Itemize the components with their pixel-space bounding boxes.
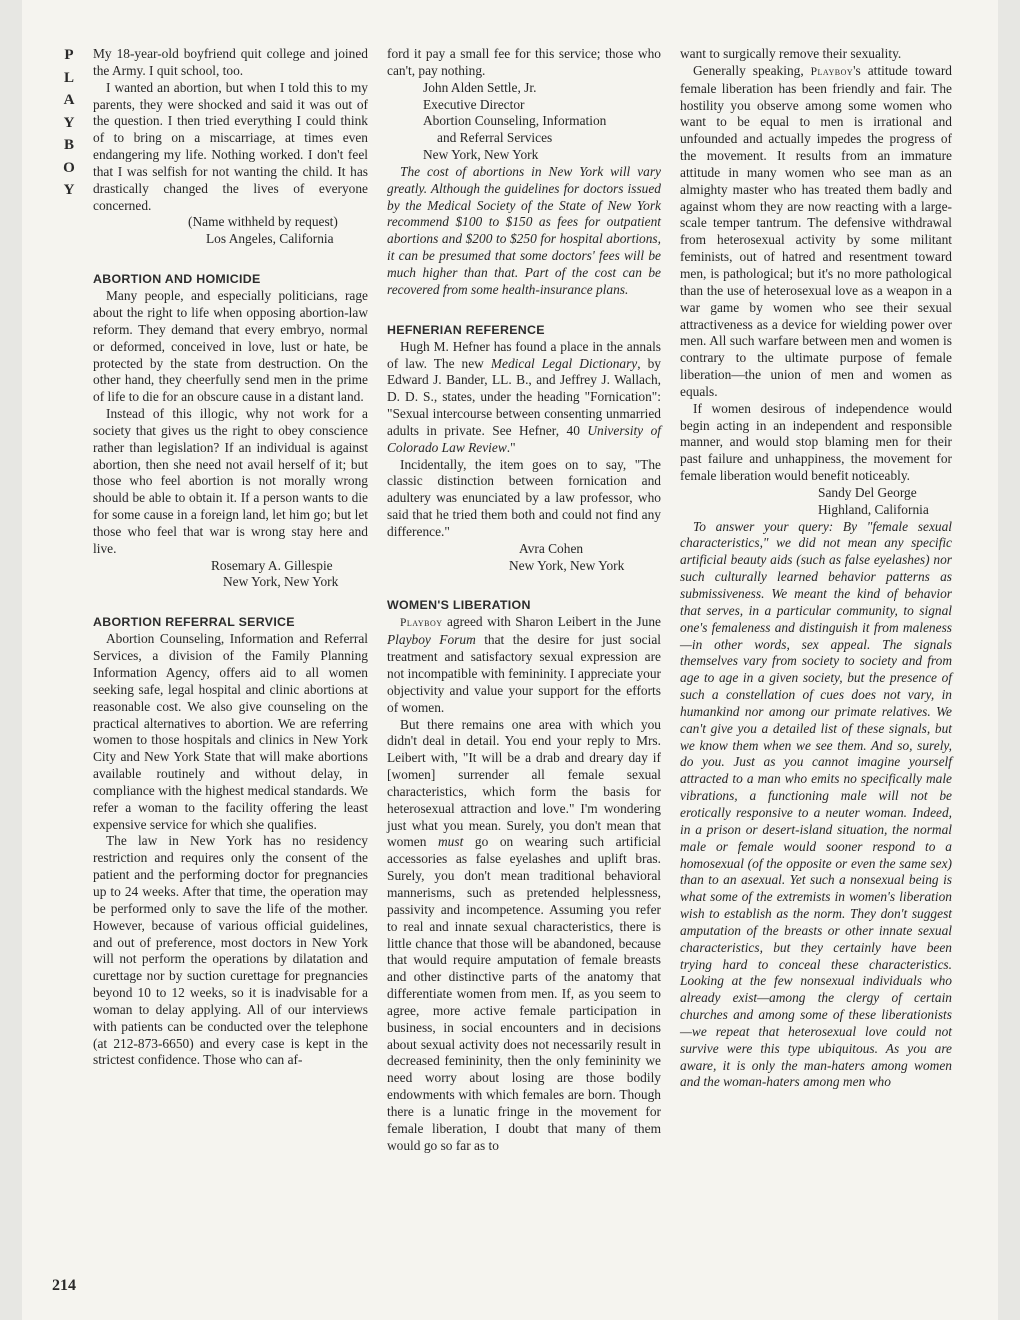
running-head <box>56 44 82 202</box>
text-run: Generally speaking, <box>693 62 811 78</box>
signature-name: John Alden Settle, Jr. <box>423 79 537 95</box>
letter-paragraph: Incidentally, the item goes on to say, "The classic distinction between fornication and adultery was enunciated by a law professor, who said that he tried them both and could not find any difference." <box>387 456 661 539</box>
magazine-name: Playboy <box>400 617 443 630</box>
editor-reply: The cost of abortions in New York will vary greatly. Although the guidelines for doctors issued by the Medical Society of the State of New York recommend $100 to $150 as fees for outpatient abortions and $200 to $250 for hospital abortions, it can be presumed that some doctors' fees will be much higher than that. Part of the cost can be recovered from some health-insurance plans. <box>387 163 661 297</box>
letter-paragraph <box>387 614 661 716</box>
letter-paragraph: Abortion Counseling, Information and Referral Services, a division of the Family Planning Information Agency, offers aid to all women seeking safe, legal hospital and clinic abortions at reasonable cost. We also give counseling on the practical alternatives to abortion. We are referring women to those hospitals and clinics in New York City and New York State that will make abortions available routinely and without delay, in compliance with the highest medical standards. We refer a woman to the facility offering the least expensive service for which she qualifies. <box>93 631 368 832</box>
text-run: go on wearing such artificial accessories as false eyelashes and uplift bras. Surely, you don't mean traditional behavioral mannerisms, such as pretended helplessness, passivity and incompetence. Assuming you refer to real and innate sexual characteristics, there is little chance that those will be abandoned, because that would require amputation of female breasts and other distinctive parts of the anatomy that differentiate women from men. If, as you seem to agree, more active female participation in business, in social encounters and in decisions about sexual activity does not necessarily result in decreased femininity, then the only femininity we need worry about losing are those bodily endowments with which females are born. Though there is a lunatic fringe in the movement for female liberation, I doubt that many of them would go so far as to <box>387 834 661 1153</box>
text-run: ." <box>506 439 516 455</box>
letter-signature <box>387 80 661 164</box>
signature-place: New York, New York <box>423 147 539 163</box>
letter-paragraph: Many people, and especially politicians, rage about the right to life when opposing abortion-law reform. They demand that every embryo, normal or deformed, conceived in love, lust or hate, be protected by the state from destruction. On the other hand, they cheerfully send men in the prime of life to die for an obscure cause in a distant land. <box>93 288 368 405</box>
signature-org: and Referral Services <box>437 130 553 146</box>
signature-place: New York, New York <box>223 574 339 590</box>
text-run: Hugh M. Hefner has found a place in the annals of law. The new <box>387 338 661 371</box>
letter-signature <box>93 558 368 592</box>
running-head-letter: Y <box>63 182 75 198</box>
section-heading: ABORTION REFERRAL SERVICE <box>93 615 295 630</box>
running-head-letter: Y <box>63 114 75 131</box>
signature-place: Highland, California <box>818 501 929 517</box>
letter-paragraph: If women desirous of independence would begin acting in an independent and responsible manner, and would stop blaming men for their past failure and unhappiness, the movement for female liberation would benefit noticeably. <box>680 400 952 484</box>
column-3 <box>680 46 952 1091</box>
column-2 <box>387 46 661 1154</box>
running-head-letter: L <box>63 69 74 86</box>
text-run: , by Edward J. Bander, LL. B., and Jeffrey J. Wallach, D. D. S., states, under the heading "Fornication": "Sexual intercourse between consenting unmarried adults in private. See Hefner, 40 <box>387 355 661 438</box>
book-title: Medical Legal Dictionary <box>490 355 638 371</box>
signature-name: Rosemary A. Gillespie <box>211 557 333 573</box>
text-run: that the desire for just social treatment and satisfactory sexual expression are not incompatible with femininity. I appreciate your objectivity and value your support for the efforts of women. <box>387 632 661 715</box>
signature-name: Avra Cohen <box>519 540 584 556</box>
emphasis: must <box>438 834 464 850</box>
letter-paragraph: want to surgically remove their sexuality. <box>680 46 902 61</box>
running-head-letter: B <box>63 137 74 153</box>
letter-paragraph <box>680 63 952 401</box>
column-title: Playboy Forum <box>387 632 476 648</box>
signature-name: Sandy Del George <box>818 484 917 500</box>
running-head-letter: O <box>63 159 75 176</box>
column-1 <box>93 46 368 1069</box>
text-run: But there remains one area with which you didn't deal in detail. You end your reply to Mrs. Leibert with, "It will be a drab and dreary day if [women] surrender all female sexual characteristics, which form the basis for heterosexual attraction and love." I'm wondering just what you mean. Surely, you don't mean that women <box>387 716 661 850</box>
running-head-letter: P <box>64 47 74 63</box>
editor-reply: To answer your query: By "female sexual characteristics," we did not mean any specific artificial beauty aids (such as false eyelashes) nor such culturally learned behavior patterns as submissiveness. We meant the kind of behavior that serves, in a particular community, to signal one's femaleness and distinguish it from maleness—in other words, sex appeal. The signals themselves vary from society to society and from age to age in a given society, but the presence of such a constellation of cues does not vary, in humankind nor among our primate relatives. We can't give you a detailed list of these signals, but we know them when we see them. And so, surely, do you. Just as you cannot imagine yourself attracted to a man who emits no specifically male vibrations, a functioning male will not be erotically responsive to a neuter woman. Indeed, in a prison or desert-island situation, the normal male or female would sooner respond to a homosexual (of the opposite or even the same sex) than to an asexual. Yet such a nonsexual being is what some of the extremists in women's liberation wish to establish as the norm. They don't suggest amputation of the breasts or other innate sexual characteristics, but they certainly have been trying hard to conceal these characteristics. Looking at the few nonsexual individuals who already exist—among the clergy of certain churches and among some of these liberationists—we repeat that heterosexual love could not survive were this type ubiquitous. As you are aware, it is only the man-haters among women and the woman-haters among men who <box>680 518 952 1090</box>
running-head-letter: A <box>63 92 75 108</box>
section-heading: ABORTION AND HOMICIDE <box>93 272 261 287</box>
text-run: 's attitude toward female liberation has been friendly and fair. The hostility you observe among some women who want to be equal to men is irrational and unfounded and actually impedes the progress of the movement. It results from an immature attitude in many women who see man as an almighty master who has treated them badly and against whom they are now reacting with a large-scale temper tantrum. The defensive withdrawal from heterosexual activity by some militant feminists, out of hatred and resentment toward men, is pathological; but it's no more pathological than the use of heterosexual love as a weapon in a war game by women who see their sexual attractiveness as a device for wielding power over men. All such warfare between men and women is contrary to the ultimate purpose of female liberation—the union of men and women as equals. <box>680 62 952 399</box>
letter-paragraph: I wanted an abortion, but when I told this to my parents, they were shocked and said it was out of the question. I then tried everything I could think of to bring on a miscarriage, at times even endangering my life. Nothing worked. I don't feel that I was selfish for not wanting the child. It has drastically changed the lives of everyone concerned. <box>93 79 368 213</box>
signature-title: Executive Director <box>423 96 525 112</box>
section-heading: WOMEN'S LIBERATION <box>387 598 531 613</box>
signature-name: (Name withheld by request) <box>188 214 338 230</box>
letter-signature <box>387 541 661 575</box>
letter-paragraph: My 18-year-old boyfriend quit college and joined the Army. I quit school, too. <box>93 46 368 78</box>
signature-place: Los Angeles, California <box>206 231 334 247</box>
text-run: agreed with Sharon Leibert in the June <box>442 614 661 630</box>
letter-paragraph: Instead of this illogic, why not work for a society that gives us the right to obey conscience rather than legislation? If an individual is against abortion, then she need not avail herself of it; but those who feel abortion is not morally wrong should be able to obtain it. If a person wants to die for some cause in a foreign land, let him go; but let those who feel that war is wrong stay here and live. <box>93 406 368 556</box>
letter-signature <box>680 485 952 519</box>
section-heading: HEFNERIAN REFERENCE <box>387 322 545 337</box>
letter-paragraph <box>387 717 661 1155</box>
page-number: 214 <box>52 1277 76 1294</box>
letter-paragraph: The law in New York has no residency restriction and requires only the consent of the patient and the performing doctor for pregnancies up to 24 weeks. After that time, the operation may be performed only to save the life of the mother. However, because of various official guidelines, and out of preference, most doctors in New York will not perform the operations by dilatation and curettage nor by suction curettage for pregnancies beyond 10 to 12 weeks, so it is inadvisable for a woman to delay applying. All of our interviews with patients can be conducted over the telephone (at 212-873-6650) and every case is kept in the strictest confidence. Those who can af- <box>93 833 368 1068</box>
letter-paragraph: ford it pay a small fee for this service; those who can't, pay nothing. <box>387 46 661 78</box>
signature-org: Abortion Counseling, Information <box>423 113 607 129</box>
letter-signature <box>93 214 368 248</box>
journal-title: University of Colorado Law Review <box>387 422 661 455</box>
signature-place: New York, New York <box>509 557 625 573</box>
magazine-name: Playboy <box>810 65 854 78</box>
magazine-page <box>22 0 998 1320</box>
letter-paragraph <box>387 339 661 457</box>
